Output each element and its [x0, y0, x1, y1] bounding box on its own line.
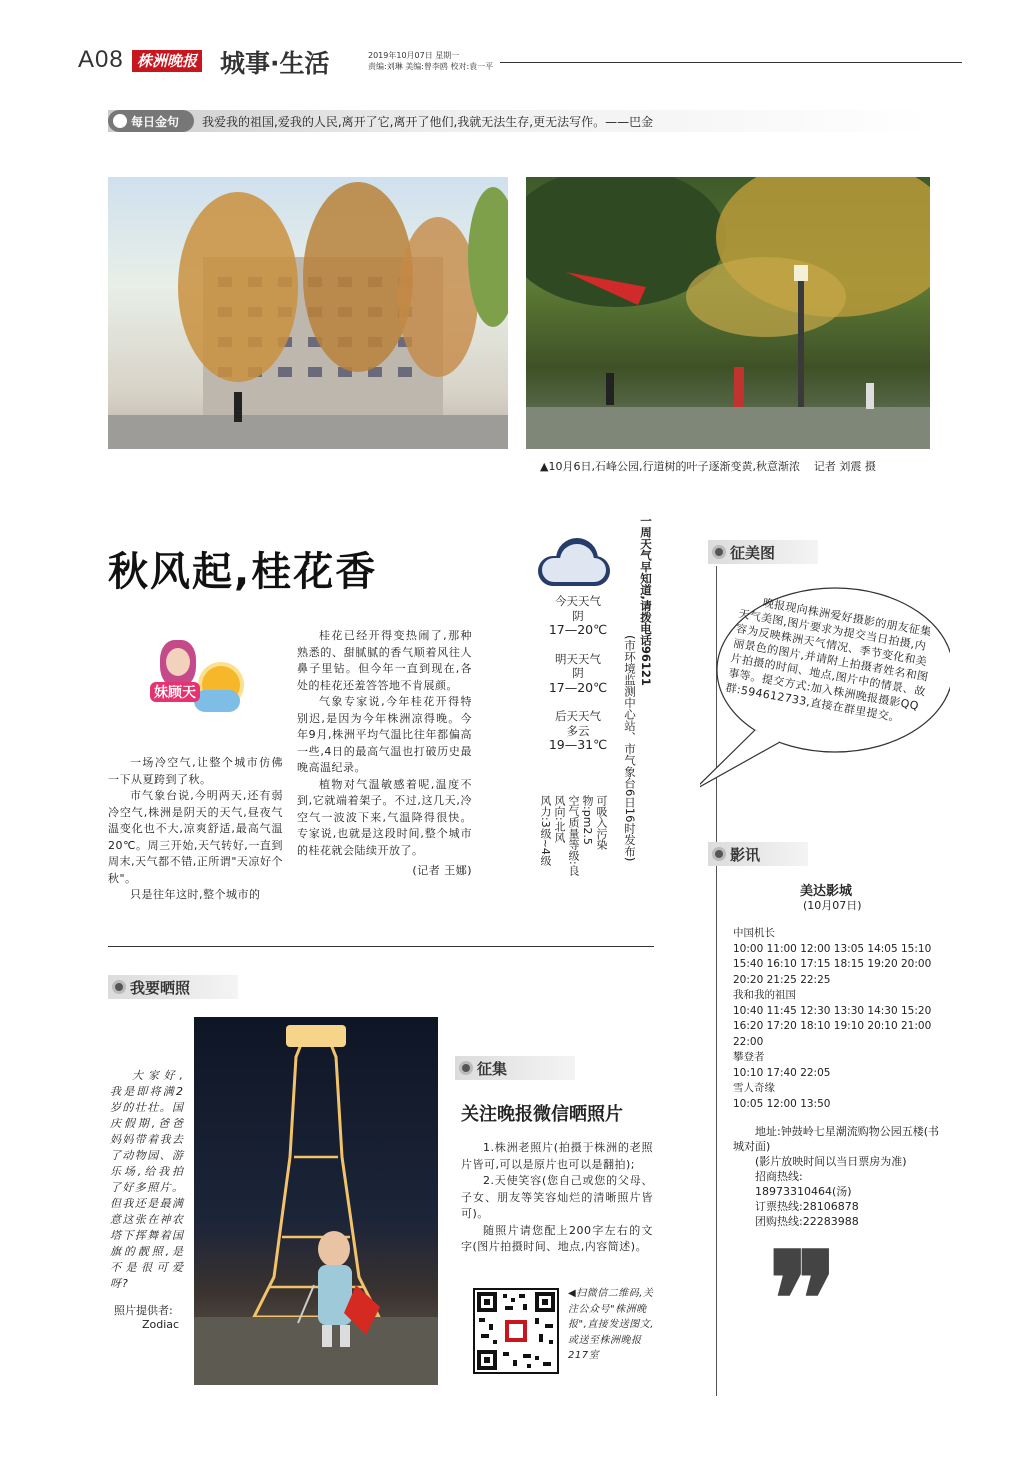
section-rule [108, 946, 654, 947]
page-number: A08 [78, 46, 124, 73]
film-times: 15:40 16:10 17:15 18:15 19:20 20:00 [733, 958, 932, 970]
film-times: 10:40 11:45 12:30 13:30 14:30 15:20 [733, 1004, 932, 1017]
columnist-face [166, 648, 190, 676]
qr-code-icon [475, 1290, 557, 1372]
woyao-header: 我要晒照 [108, 975, 238, 999]
columnist-badge [140, 640, 248, 720]
park-illustration [526, 177, 930, 449]
section-bullet-icon [112, 980, 126, 994]
quote-mark-icon: ❞ [768, 1223, 838, 1376]
film-title: 攀登者 [733, 1051, 765, 1063]
film-times: 16:20 17:20 18:10 19:10 20:10 21:00 [733, 1020, 932, 1032]
film-times: 10:10 17:40 22:05 [733, 1066, 831, 1079]
article-headline: 秋风起,桂花香 [108, 549, 378, 595]
quote-bullet-icon [113, 114, 127, 128]
woyao-text: 大家好,我是即将满2岁的壮壮。国庆假期,爸爸妈妈带着我去了动物园、游乐场,给我拍了好多照片。但我还是最满意这张在神农塔下挥舞着国旗的靓照,是不是很可爱呀? [110, 1069, 184, 1290]
article-byline: (记者 王娜) [412, 864, 472, 877]
zhengmeitu-header: 征美图 [708, 540, 818, 564]
zhengji-body: 1.株洲老照片(拍摄于株洲的老照片皆可,可以是原片也可以是翻拍); 2.天使笑容(您自己或您的父母、子女、朋友等笑容灿烂的清晰照片皆可)。 随照片请您配上200字左右的文字(图片拍摄时间、地点,内容简述)。 [461, 1141, 653, 1253]
masthead-rule [500, 62, 962, 63]
weather-cloud-icon [530, 538, 616, 588]
paper-logo: 株洲晚报 [132, 50, 202, 72]
film-times: 10:05 12:00 13:50 [733, 1097, 831, 1110]
cinema-info: 地址:钟鼓岭七星潮流购物公园五楼(书城对面) (影片放映时间以当日票房为准) 招商热线: 18973310464(汤) 订票热线:28106878 团购热线:22283988 [733, 1125, 939, 1228]
weather-forecast: 今天天气 阴 17—20℃ 明天天气 阴 17—20℃ 后天天气 多云 19—31℃ [548, 594, 608, 752]
weather-hotline-vertical: 一周天气早知道,请拨电话96121 (市环境监测中心站、市气象台6日16时发布) [623, 515, 653, 862]
columnist-name: 妹顾天 [150, 682, 200, 702]
article-col2: 桂花已经开得变热闹了,那种熟悉的、甜腻腻的香气顺着风往人鼻子里钻。但今年一直到现在,各处的桂花还羞答答地不肯展颜。 气象专家说,今年桂花开得特别迟,是因为今年株洲凉得晚。今年9月,株洲平均气温比往年都偏高一些,4日的最高气温也打破历史最晚高温纪录。 植物对气温敏感着呢,温度不到,它就端着架子。不过,这几天,冷空气一波波下来,气温降得很快。专家说,也就是这段时间,整个城市的桂花就会陆续开放了。 (记者 王娜) [297, 628, 472, 880]
quote-text: 我爱我的祖国,爱我的人民,离开了它,离开了他们,我就无法生存,更无法写作。——巴金 [202, 115, 654, 129]
article-col1: 一场冷空气,让整个城市仿佛一下从夏跨到了秋。 市气象台说,今明两天,还有弱冷空气,株洲是阴天的天气,昼夜气温变化也不大,凉爽舒适,最高气温20℃。周三开始,天气转好,一直到周末,天气都不错,正所谓"天凉好个秋"。 只是往年这时,整个城市的 [108, 756, 283, 901]
photo-child-tower [194, 1017, 438, 1385]
quote-label: 每日金句 [108, 110, 194, 132]
qr-instructions: ◀扫微信二维码,关注公众号"株洲晚报",直接发送图文,或送至株洲晚报217室 [568, 1288, 654, 1361]
zhengmeitu-text: 晚报现向株洲爱好摄影的朋友征集天气美图,图片要求为提交当日拍摄,内容为反映株洲天气情况、季节变化和美丽景色的图片,并请附上拍摄者姓名和图片拍摄的时间、地点,图片中的情景、故事等。提交方式:加入株洲晚报摄影QQ群:594612733,直接在群里提交。 [724, 596, 933, 725]
tower-illustration [194, 1017, 438, 1385]
cinema-name: 美达影城 [800, 884, 853, 899]
zhengji-headline: 关注晚报微信晒照片 [461, 1104, 623, 1125]
section-bullet-icon [459, 1061, 473, 1075]
woyao-credit-label: 照片提供者: [114, 1304, 173, 1317]
film-times: 10:00 11:00 12:00 13:05 14:05 15:10 [733, 942, 932, 955]
section-bullet-icon [712, 545, 726, 559]
section-bullet-icon [712, 847, 726, 861]
section-title: 城事·生活 [220, 49, 330, 78]
film-title: 雪人奇缘 [733, 1082, 775, 1094]
cinema-date: (10月07日) [803, 899, 862, 912]
photo-autumn-building [108, 177, 508, 449]
film-title: 我和我的祖国 [733, 989, 796, 1001]
photo-shifeng-park [526, 177, 930, 449]
yingxun-header: 影讯 [708, 842, 808, 866]
cloud-icon [194, 690, 240, 712]
zhengji-header: 征集 [455, 1056, 575, 1080]
photo-caption: ▲10月6日,石峰公园,行道树的叶子逐渐变黄,秋意渐浓 记者 刘震 摄 [540, 460, 876, 473]
date-line: 2019年10月07日 星期一 [368, 51, 460, 60]
zhengmeitu-bubble [700, 580, 950, 760]
staff-line: 责编:刘琳 美编:曾李鸥 校对:袁一平 [368, 62, 494, 71]
woyao-credit-name: Zodiac [142, 1318, 180, 1331]
film-times: 22:00 [733, 1035, 764, 1048]
film-schedule [733, 926, 943, 1112]
weather-air-quality: 可吸入污染物:pm2.5 空气质量等级:良 风向:北风 风力:3级~4级 [539, 795, 608, 876]
building-illustration [108, 177, 508, 449]
film-times: 20:20 21:25 22:25 [733, 973, 831, 986]
wechat-qr-code[interactable] [473, 1288, 559, 1374]
film-title: 中国机长 [733, 927, 775, 939]
